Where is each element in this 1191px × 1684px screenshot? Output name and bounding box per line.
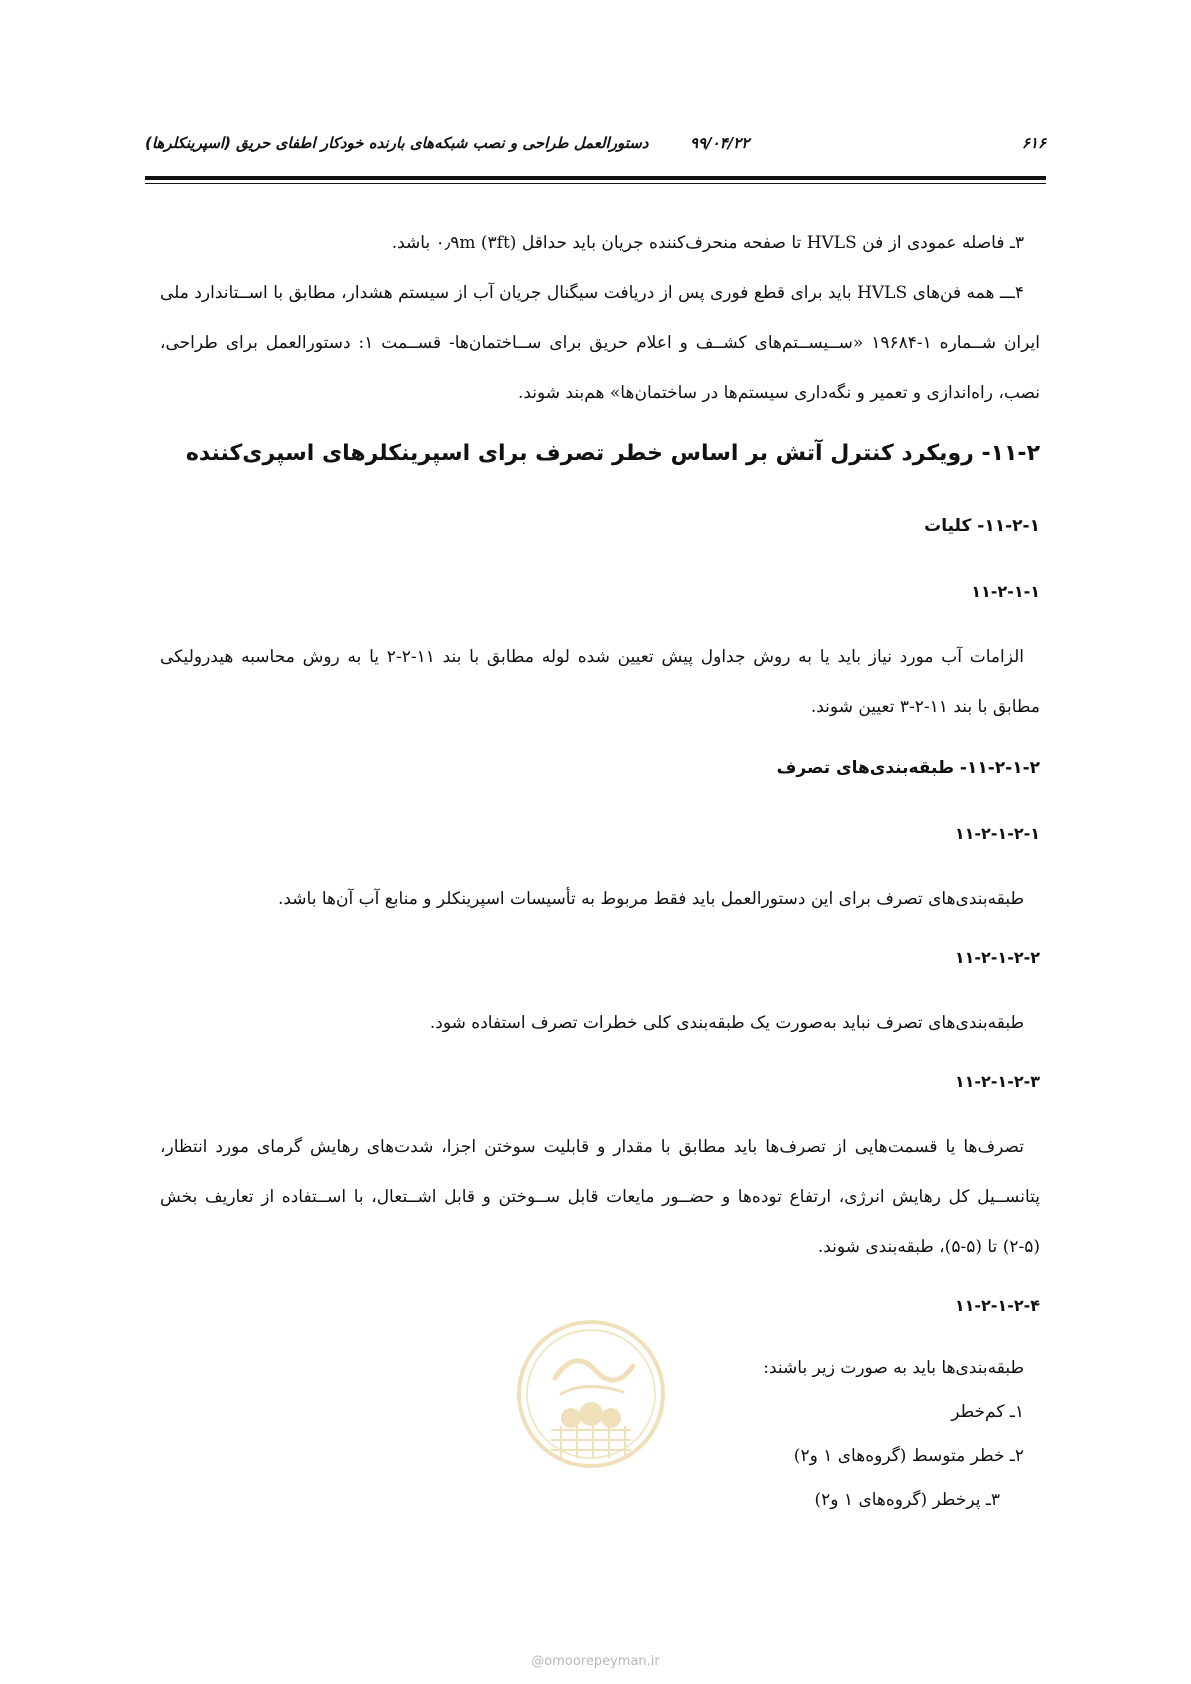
document-title: دستورالعمل طراحی و نصب شبکه‌های بارنده خودکار اطفای حریق (اسپرینکلرها) [145, 134, 649, 152]
seal-logo-icon [515, 1318, 667, 1470]
list-item: ۳ـ پرخطر (گروه‌های ۱ و۲) [814, 1490, 1000, 1510]
clause-text: طبقه‌بندی‌ها باید به صورت زیر باشند: [763, 1358, 1024, 1378]
list-item: ۲ـ خطر متوسط (گروه‌های ۱ و۲) [793, 1446, 1024, 1466]
clause-text: الزامات آب مورد نیاز باید یا به روش جداول پیش تعیین شده لوله مطابق با بند ۱۱-۲-۲ یا به روش محاسبه هیدرولیکی مطابق با بند ۱۱-۲-۳ تعیین شوند. [160, 647, 1040, 717]
clause-text: طبقه‌بندی‌های تصرف نباید به‌صورت یک طبقه‌بندی کلی خطرات تصرف استفاده شود. [429, 1013, 1024, 1033]
clause-number: ۱۱-۲-۱-۲-۴ [954, 1296, 1040, 1315]
page-number: ۶۱۶ [1021, 134, 1046, 152]
subsection-heading-general: ۱۱-۲-۱- کلیات [924, 516, 1040, 536]
clause-text: تصرف‌ها یا قسمت‌هایی از تصرف‌ها باید مطابق با مقدار و قابلیت سوختن اجزا، شدت‌های رهایش گرمای مورد انتظار، پتانســیل کل رهایش انرژی، ارتفاع توده‌ها و حضــور مایعات قابل ســوختن و قابل اشــتعال، با اســتفاده از تعاریف بخش (۵-۲) تا (۵-۵)، طبقه‌بندی شوند. [160, 1137, 1040, 1257]
page-header [145, 128, 1046, 168]
section-heading: ۱۱-۲- رویکرد کنترل آتش بر اساس خطر تصرف برای اسپرینکلرهای اسپری‌کننده [185, 441, 1040, 466]
clause-number: ۱۱-۲-۱-۲-۲ [954, 948, 1040, 967]
header-rule-thick [145, 176, 1046, 180]
paragraph-3: ۳ـ فاصله عمودی از فن HVLS تا صفحه منحرف‌کننده جریان باید حداقل ۰٫۹m (۳ft) باشد. [391, 233, 1024, 253]
clause-number: ۱۱-۲-۱-۲-۱ [954, 824, 1040, 843]
clause-number: ۱۱-۲-۱-۲-۳ [954, 1072, 1040, 1091]
list-item: ۱ـ کم‌خطر [951, 1402, 1024, 1422]
clause-text: طبقه‌بندی‌های تصرف برای این دستورالعمل باید فقط مربوط به تأسیسات اسپرینکلر و منابع آب آن‌ها باشد. [277, 889, 1024, 909]
subsection-heading-classification: ۱۱-۲-۱-۲- طبقه‌بندی‌های تصرف [776, 758, 1040, 778]
clause-number: ۱۱-۲-۱-۱ [971, 582, 1040, 601]
header-rule-thin [145, 183, 1046, 184]
header-date: ۹۹/۰۴/۲۲ [690, 134, 750, 152]
paragraph-4: ۴ـــ همه فن‌های HVLS باید برای قطع فوری پس از دریافت سیگنال جریان آب از سیستم هشدار، مطابق با اســتاندارد ملی ایران شــماره ۱-۱۹۶۸۴ «ســیســتم‌های کشــف و اعلام حریق برای ســاختمان‌ها- قســمت ۱: دستورالعمل برای طراحی، نصب، راه‌اندازی و تعمیر و نگه‌داری سیستم‌ها در ساختمان‌ها» هم‌بند شوند. [160, 283, 1040, 403]
watermark-url: @omoorepeyman.ir [531, 1654, 660, 1669]
